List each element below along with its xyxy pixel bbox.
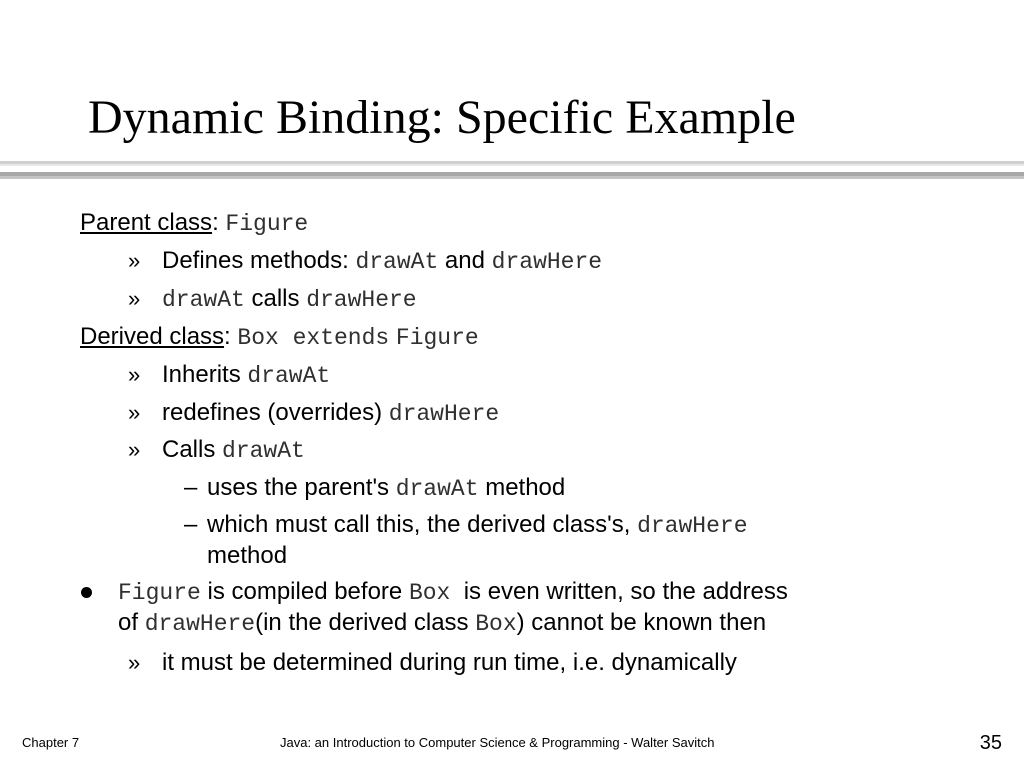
derived-item-calls — [162, 435, 305, 466]
bullet-marker: » — [128, 437, 141, 462]
derived-item-inherits — [162, 360, 330, 391]
item-text: and — [438, 247, 492, 274]
item-text: Calls — [162, 436, 223, 463]
subitem-must-call — [207, 510, 748, 541]
compile-note-subitem: it must be determined during run time, i.e. dynamically — [162, 649, 737, 676]
parent-item-drawat-calls — [162, 284, 417, 315]
item-text: redefines (overrides) — [162, 399, 389, 426]
item-text: calls — [244, 285, 307, 312]
code-drawhere: drawHere — [637, 513, 748, 539]
subitem-uses-parent — [207, 473, 565, 504]
slide-title: Dynamic Binding: Specific Example — [88, 91, 796, 144]
dash-marker: – — [184, 511, 198, 538]
item-text: ) cannot be known then — [516, 609, 767, 636]
bullet-marker: » — [128, 362, 141, 387]
code-drawat: drawAt — [222, 438, 305, 464]
subitem-must-call-continued: method — [207, 542, 288, 569]
item-text: method — [478, 474, 566, 501]
parent-class-label: Parent class — [80, 209, 213, 236]
item-text: uses the parent's — [207, 474, 396, 501]
item-text: which must call this, the derived class's, — [207, 511, 638, 538]
colon: : — [224, 323, 231, 350]
bullet-marker: » — [128, 400, 141, 425]
bullet-marker: » — [128, 248, 141, 273]
item-text: of — [118, 609, 145, 636]
slide-number: 35 — [979, 732, 1002, 754]
code-drawat: drawAt — [247, 363, 331, 389]
footer-chapter: Chapter 7 — [22, 735, 80, 750]
compile-note-line-1 — [118, 577, 788, 608]
parent-item-defines-methods — [162, 246, 602, 277]
item-text: is compiled before — [200, 578, 409, 605]
code-drawat: drawAt — [395, 476, 479, 502]
colon: : — [212, 209, 219, 236]
bullet-dot — [81, 587, 92, 598]
compile-note-line-2 — [118, 608, 766, 639]
footer-book-title: Java: an Introduction to Computer Science & Programming - Walter Savitch — [280, 735, 715, 750]
parent-class-line — [80, 208, 308, 239]
item-text: Inherits — [162, 361, 248, 388]
code-drawat: drawAt — [355, 249, 439, 275]
code-box: Box — [408, 580, 451, 606]
code-drawhere: drawHere — [388, 401, 500, 427]
derived-class-line — [80, 322, 479, 353]
derived-item-redefines — [162, 398, 499, 429]
bullet-marker: » — [128, 286, 141, 311]
code-drawhere: drawHere — [491, 249, 603, 275]
code-figure: Figure — [118, 580, 201, 606]
code-drawhere: drawHere — [306, 287, 417, 313]
derived-class-label: Derived class — [80, 323, 225, 350]
item-text: is even written, so the address — [450, 578, 788, 605]
title-divider — [0, 164, 1024, 166]
item-text: (in the derived class — [255, 609, 476, 636]
code-figure: Figure — [225, 211, 309, 237]
code-box-extends: Box extends — [237, 325, 390, 351]
title-divider — [0, 176, 1024, 179]
dash-marker: – — [184, 474, 198, 501]
bullet-marker: » — [128, 650, 141, 675]
code-drawat: drawAt — [162, 287, 245, 313]
code-box: Box — [475, 611, 517, 637]
item-text: Defines methods: — [162, 247, 356, 274]
code-figure: Figure — [395, 325, 479, 351]
code-drawhere: drawHere — [144, 611, 256, 637]
